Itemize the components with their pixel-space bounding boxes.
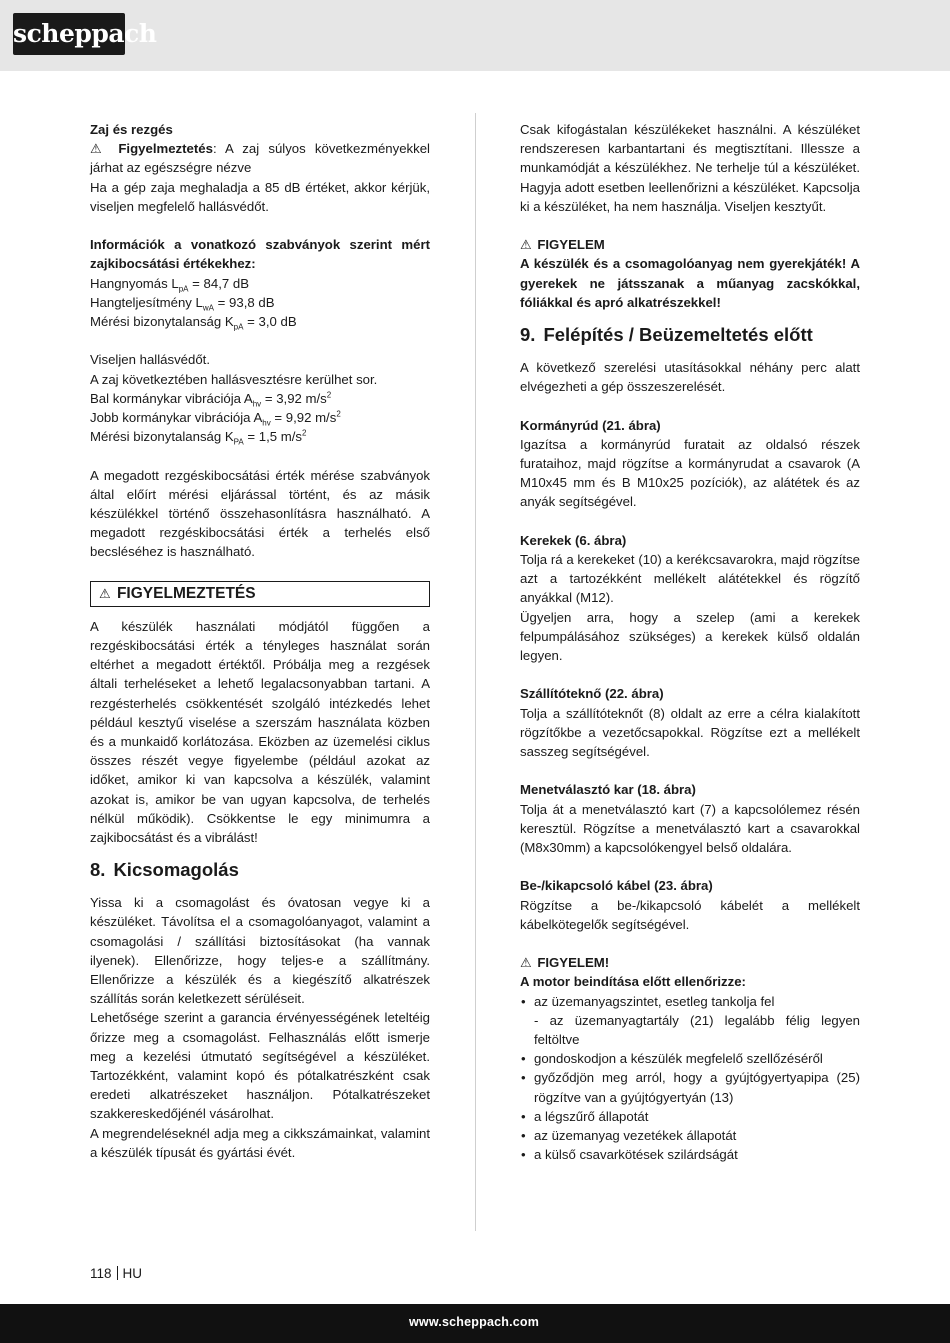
warning-box-paragraph: A készülék használati módjától függően a rezgéskibocsátási érték a tényleges használat során eltérhet a megadott értéktől. Próbálja meg a rezgések általi terheléseket a lehető legalacsonyabban tartani. A rezgésterhelés csökkentését szolgáló intézkedés lehet például kesztyű viselése a szerszám használata közben és a munkaidő korlátozása. Eközben az üzemelési ciklus összes részét vegye figyelembe (például azokat az időket, amikor ki van kapcsolva a készülék, valamint azokat is, amikor be van ugyan kapcsolva, de terhelés nélkül működik). Csökkentse le egy minimumra a zajkibocsátást és a vibrálást! xyxy=(90,618,430,846)
list-item: • győződjön meg arról, hogy a gyújtógyertyapipa (25) rögzítve van a gyújtógyertyán (13) xyxy=(520,1068,860,1106)
vibration-uncertainty-value: Mérési bizonytalanság $K_{PA} = 1,5$ $m/s^2$ xyxy=(90,428,307,447)
hearing-loss-text: A zaj következtében hallásvesztésre kerülhet sor. xyxy=(90,371,378,387)
handle-text: Igazítsa a kormányrúd furatait az oldalsó részek furataihoz, majd rögzítse a kormányrudat a csavarok (A M10x45 mm és B M10x25 pozíciók), az alátétek és az anyák segítségével. xyxy=(520,436,860,510)
sound-power-value: Hangteljesítmény $L_{wA} = 93,8$ dB xyxy=(90,294,275,313)
warning-triangle-icon: ⚠ xyxy=(90,141,108,157)
wheels-text: Tolja rá a kerekeket (10) a kerékcsavarokra, majd rögzítse azt a tartozékként mellékelt alátétekkel és rögzítő anyákkal (M12). xyxy=(520,552,860,606)
wheels-title: Kerekek (6. ábra) xyxy=(520,532,627,548)
gear-lever-text: Tolja át a menetválasztó kart (7) a kapcsolólemez résén keresztül. Rögzítse a menetválasztó kart a csavarokkal (M8x30mm) a kapcsolókengyel belső oldalára. xyxy=(520,801,860,856)
noise-warning: ⚠ Figyelmeztetés: A zaj súlyos következményekkel járhat az egészségre nézve xyxy=(90,141,430,176)
section-8-heading: 8. Kicsomagolás xyxy=(90,859,239,881)
switch-cable-title: Be-/kikapcsoló kábel (23. ábra) xyxy=(520,878,713,894)
tray-title: Szállítóteknő (22. ábra) xyxy=(520,686,664,702)
section-9-heading: 9. Felépítés / Beüzemeltetés előtt xyxy=(520,324,813,346)
list-sub-item: - az üzemanyagtartály (21) legalább félig legyen feltöltve xyxy=(534,1012,860,1048)
noise-limit-text: Ha a gép zaja meghaladja a 85 dB értéket, akkor kérjük, viseljen megfelelő hallásvédőt. xyxy=(90,179,430,214)
switch-cable-text: Rögzítse a be-/kikapcsoló kábelét a mellékelt kábelkötegelők segítségével. xyxy=(520,897,860,932)
wheels-text-2: Ügyeljen arra, hogy a szelep (ami a kerekek felpumpálásához szükséges) a kerekek külső oldalán legyen. xyxy=(520,609,860,664)
attention-label: ⚠ FIGYELEM xyxy=(520,237,605,253)
wear-protection-text: Viseljen hallásvédőt. xyxy=(90,352,210,368)
attention-2-title: A motor beindítása előtt ellenőrizze: xyxy=(520,974,746,990)
vibration-left-value: Bal kormánykar vibrációja $A_{hv} = 3,92$ $m/s^2$ xyxy=(90,390,332,409)
brand-logo: scheppach xyxy=(13,13,125,55)
right-column xyxy=(520,120,860,1164)
unpacking-paragraph-2: Lehetősége szerint a garancia érvényességének leteltéig őrizze meg a csomagolást. Felhasználás előtt ismerje meg a kezelési útmutató segítségével a készüléket. Tartozékként, valamint kopó és pótalkatrészként csak eredeti alkatrészeket használjon. Pótalkatrészeket szakkereskedőjénél vásárolhat. xyxy=(90,1010,430,1122)
page-number: 118 HU xyxy=(90,1266,143,1281)
attention-text: A készülék és a csomagolóanyag nem gyerekjáték! A gyerekek ne játsszanak a műanyag zacskókkal, fóliákkal és apró alkatrészekkel! xyxy=(520,256,860,310)
handle-title: Kormányrúd (21. ábra) xyxy=(520,417,661,433)
vibration-paragraph: A megadott rezgéskibocsátási érték mérése szabványok által előírt mérési eljárással történt, és az másik készülékkel történő összehasonlításra használható. A megadott rezgéskibocsátási érték a terhelés első becsléséhez is használható. xyxy=(90,467,430,560)
noise-info-title: Információk a vonatkozó szabványok szerint mért zajkibocsátási értékekhez: xyxy=(90,237,430,272)
assembly-intro: A következő szerelési utasításokkal néhány perc alatt elvégezheti a gép összeszerelését. xyxy=(520,360,860,395)
gear-lever-title: Menetválasztó kar (18. ábra) xyxy=(520,782,696,798)
sound-pressure-value: Hangnyomás $L_{pA} = 84,7$ dB xyxy=(90,275,249,294)
unpacking-paragraph-1: Yissa ki a csomagolást és óvatosan vegye ki a készüléket. Távolítsa el a csomagolóanyagot, valamint a csomagolási / szállítási biztosításokat (ha vannak ilyenek). Ellenőrizze, hogy teljes-e a szállítmány. Ellenőrizze a készülék és a kiegészítő alkatrészek szállítás során keletkezett sérüléseit. xyxy=(90,895,430,1007)
list-item: • gondoskodjon a készülék megfelelő szellőzéséről xyxy=(520,1049,860,1068)
list-item: • a légszűrő állapotát xyxy=(520,1107,860,1126)
warning-triangle-icon: ⚠ xyxy=(520,237,532,253)
warning-triangle-icon: ⚠ xyxy=(99,585,111,601)
page-header xyxy=(0,0,950,71)
list-item: • az üzemanyagszintet, esetleg tankolja fel - az üzemanyagtartály (21) legalább félig legyen feltöltve xyxy=(520,992,860,1050)
list-item: • az üzemanyag vezetékek állapotát xyxy=(520,1126,860,1145)
tray-text: Tolja a szállítóteknőt (8) oldalt az erre a célra kialakított rögzítőkbe a vezetőcsapokkal. Rögzítse ezt a mellékelt sasszeg segítségével. xyxy=(520,705,860,760)
measurement-uncertainty-value: Mérési bizonytalanság $K_{pA} = 3,0$ dB xyxy=(90,314,297,332)
list-item: • a külső csavarkötések szilárdságát xyxy=(520,1145,860,1164)
column-divider xyxy=(475,113,476,1231)
usage-intro: Csak kifogástalan készülékeket használni. A készüléket rendszeresen karbantartani és megtisztítani. Illessze a munkamódját a készülékhez. Ne terhelje túl a készüléket. Hagyja adott esetben leellenőrizni a készüléket. Kapcsolja ki a készüléket, ha nem használja. Viseljen kesztyűt. xyxy=(520,122,860,214)
attention-2-label: ⚠ FIGYELEM! xyxy=(520,955,610,971)
vibration-right-value: Jobb kormánykar vibrációja $A_{hv} = 9,92$ $m/s^2$ xyxy=(90,409,341,428)
website-link[interactable]: www.scheppach.com xyxy=(409,1315,540,1329)
page-footer xyxy=(0,1304,950,1343)
pre-start-checklist xyxy=(520,992,860,1165)
warning-box: ⚠ FIGYELMEZTETÉS xyxy=(90,581,430,607)
left-column xyxy=(90,120,430,1162)
noise-section-title: Zaj és rezgés xyxy=(90,122,173,137)
warning-triangle-icon: ⚠ xyxy=(520,955,532,971)
unpacking-paragraph-3: A megrendeléseknél adja meg a cikkszámainkat, valamint a készülék típusát és gyártási évét. xyxy=(90,1125,430,1160)
